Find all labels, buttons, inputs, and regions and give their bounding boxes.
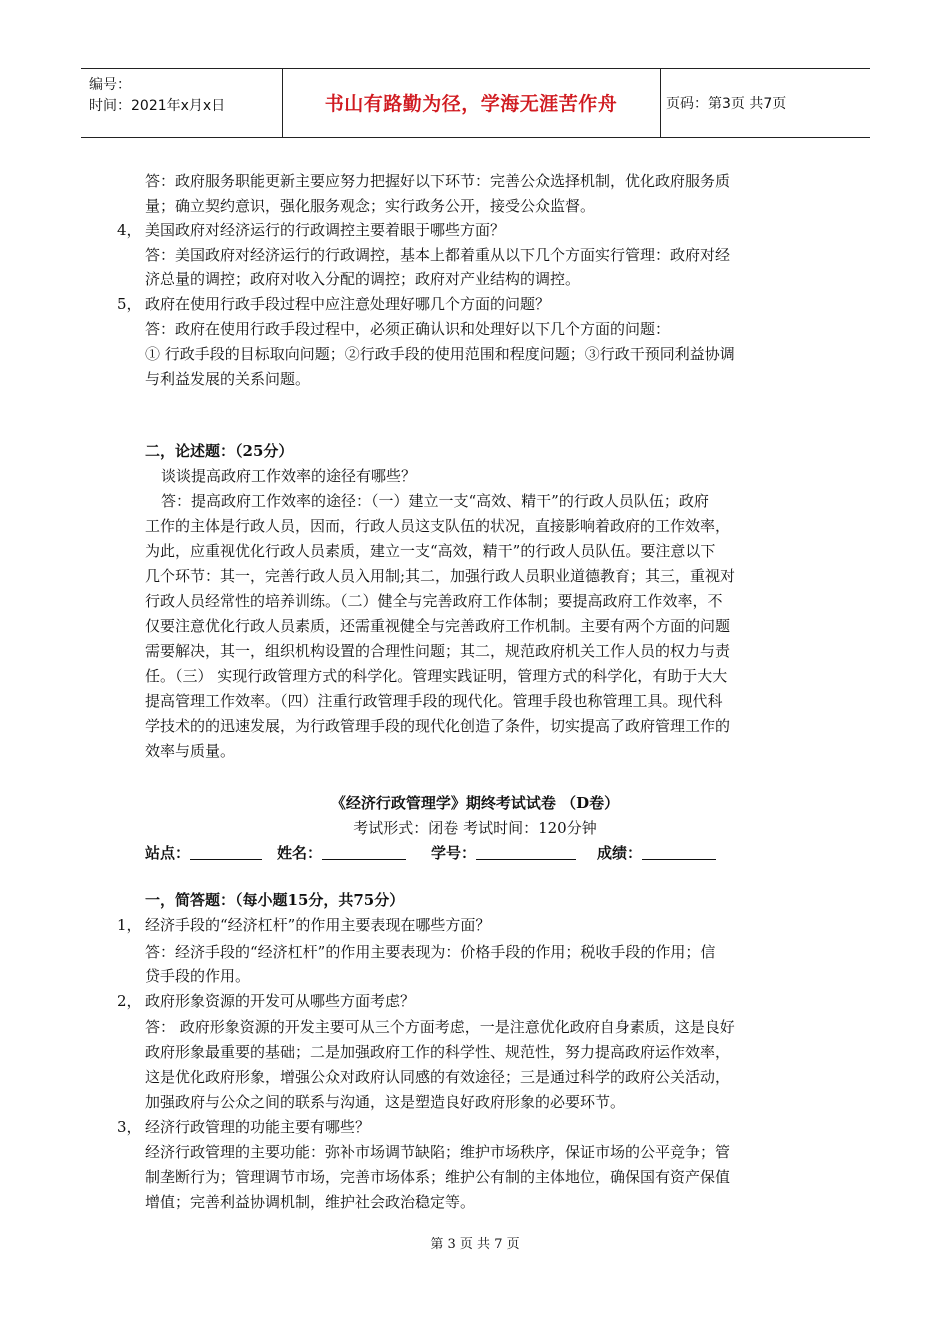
question-text: 政府形象资源的开发可从哪些方面考虑？ bbox=[145, 992, 416, 1010]
exam-field-score bbox=[597, 843, 716, 863]
essay-answer-line: 行政人员经常性的培养训练。（二）健全与完善政府工作体制；要提高政府工作效率，不 bbox=[145, 592, 723, 610]
essay-answer-line: 效率与质量。 bbox=[145, 742, 236, 760]
answer-line: 经济行政管理的主要功能：弥补市场调节缺陷；维护市场秩序，保证市场的公平竞争；管 bbox=[145, 1143, 731, 1161]
essay-answer-line: 学技术的的迅速发展，为行政管理手段的现代化创造了条件，切实提高了政府管理工作的 bbox=[145, 717, 731, 735]
header-page-info: 页码：第3页 共7页 bbox=[666, 96, 787, 112]
answer-line: 答：政府服务职能更新主要应努力把握好以下环节：完善公众选择机制，优化政府服务质 bbox=[145, 172, 731, 190]
essay-answer-line: 答：提高政府工作效率的途径：（一）建立一支“高效、精干”的行政人员队伍；政府 bbox=[161, 492, 709, 510]
essay-answer-line: 工作的主体是行政人员，因而，行政人员这支队伍的状况，直接影响着政府的工作效率， bbox=[145, 517, 731, 535]
essay-question: 谈谈提高政府工作效率的途径有哪些？ bbox=[161, 467, 417, 485]
page-footer: 第 3 页 共 7 页 bbox=[430, 1237, 520, 1252]
answer-line: 制垄断行为；管理调节市场，完善市场体系；维护公有制的主体地位，确保国有资产保值 bbox=[145, 1168, 731, 1186]
answer-line: 这是优化政府形象，增强公众对政府认同感的有效途径；三是通过科学的政府公关活动， bbox=[145, 1068, 731, 1086]
header-meta bbox=[89, 75, 225, 117]
field-label: 学号： bbox=[431, 844, 477, 862]
header-motto: 书山有路勤为径，学海无涯苦作舟 bbox=[324, 93, 618, 115]
question-text: 经济行政管理的功能主要有哪些？ bbox=[145, 1118, 371, 1136]
question-number: 2， bbox=[117, 992, 142, 1010]
number-label: 编号： bbox=[89, 77, 131, 93]
question-text: 政府在使用行政手段过程中应注意处理好哪几个方面的问题？ bbox=[145, 295, 551, 313]
answer-line: 答：美国政府对经济运行的行政调控，基本上都着重从以下几个方面实行管理：政府对经 bbox=[145, 246, 731, 264]
answer-line: 政府形象最重要的基础；二是加强政府工作的科学性、规范性，努力提高政府运作效率， bbox=[145, 1043, 731, 1061]
essay-title: 二，论述题：（25分） bbox=[145, 442, 294, 460]
section-title: 一，简答题：（每小题15分，共75分） bbox=[145, 891, 405, 909]
field-blank bbox=[476, 843, 576, 860]
question-text: 经济手段的“经济杠杆”的作用主要表现在哪些方面？ bbox=[145, 916, 491, 934]
exam-subtitle: 考试形式：闭卷 考试时间：120分钟 bbox=[353, 819, 597, 837]
answer-line: 与利益发展的关系问题。 bbox=[145, 370, 311, 388]
answer-line: 贷手段的作用。 bbox=[145, 967, 251, 985]
question-number: 3， bbox=[117, 1118, 142, 1136]
essay-answer-line: 提高管理工作效率。（四）注重行政管理手段的现代化。管理手段也称管理工具。现代科 bbox=[145, 692, 723, 710]
essay-answer-line: 需要解决，其一，组织机构设置的合理性问题；其二，规范政府机关工作人员的权力与责 bbox=[145, 642, 731, 660]
question-number: 4， bbox=[117, 221, 142, 239]
answer-line: 济总量的调控；政府对收入分配的调控；政府对产业结构的调控。 bbox=[145, 270, 581, 288]
page-header bbox=[81, 68, 870, 138]
field-label: 站点： bbox=[145, 844, 191, 862]
answer-line: 答：经济手段的“经济杠杆”的作用主要表现为：价格手段的作用；税收手段的作用；信 bbox=[145, 943, 716, 961]
exam-field-station bbox=[145, 843, 262, 863]
essay-answer-line: 为此，应重视优化行政人员素质，建立一支“高效，精干”的行政人员队伍。要注意以下 bbox=[145, 542, 716, 560]
essay-answer-line: 仅要注意优化行政人员素质，还需重视健全与完善政府工作机制。主要有两个方面的问题 bbox=[145, 617, 731, 635]
exam-field-name bbox=[277, 843, 406, 863]
field-label: 姓名： bbox=[277, 844, 323, 862]
answer-line: 量；确立契约意识，强化服务观念；实行政务公开，接受公众监督。 bbox=[145, 197, 596, 215]
answer-line: 答：政府在使用行政手段过程中，必须正确认识和处理好以下几个方面的问题： bbox=[145, 320, 671, 338]
field-blank bbox=[642, 843, 716, 860]
essay-answer-line: 几个环节：其一，完善行政人员入用制;其二，加强行政人员职业道德教育；其三，重视对 bbox=[145, 567, 736, 585]
exam-field-student-id bbox=[431, 843, 576, 863]
question-number: 1， bbox=[117, 916, 142, 934]
essay-answer-line: 任。（三） 实现行政管理方式的科学化。管理实践证明，管理方式的科学化，有助于大大 bbox=[145, 667, 728, 685]
question-number: 5， bbox=[117, 295, 142, 313]
question-text: 美国政府对经济运行的行政调控主要着眼于哪些方面？ bbox=[145, 221, 506, 239]
field-blank bbox=[322, 843, 406, 860]
answer-line: ① 行政手段的目标取向问题；②行政手段的使用范围和程度问题；③行政干预同利益协调 bbox=[145, 345, 735, 363]
exam-title: 《经济行政管理学》期终考试试卷 （D卷） bbox=[330, 794, 620, 812]
field-label: 成绩： bbox=[597, 844, 643, 862]
field-blank bbox=[190, 843, 262, 860]
header-divider bbox=[660, 69, 661, 137]
answer-line: 答： 政府形象资源的开发主要可从三个方面考虑，一是注意优化政府自身素质，这是良好 bbox=[145, 1018, 735, 1036]
answer-line: 增值；完善利益协调机制，维护社会政治稳定等。 bbox=[145, 1193, 476, 1211]
answer-line: 加强政府与公众之间的联系与沟通，这是塑造良好政府形象的必要环节。 bbox=[145, 1093, 626, 1111]
time-label: 时间：2021年x月x日 bbox=[89, 98, 226, 114]
